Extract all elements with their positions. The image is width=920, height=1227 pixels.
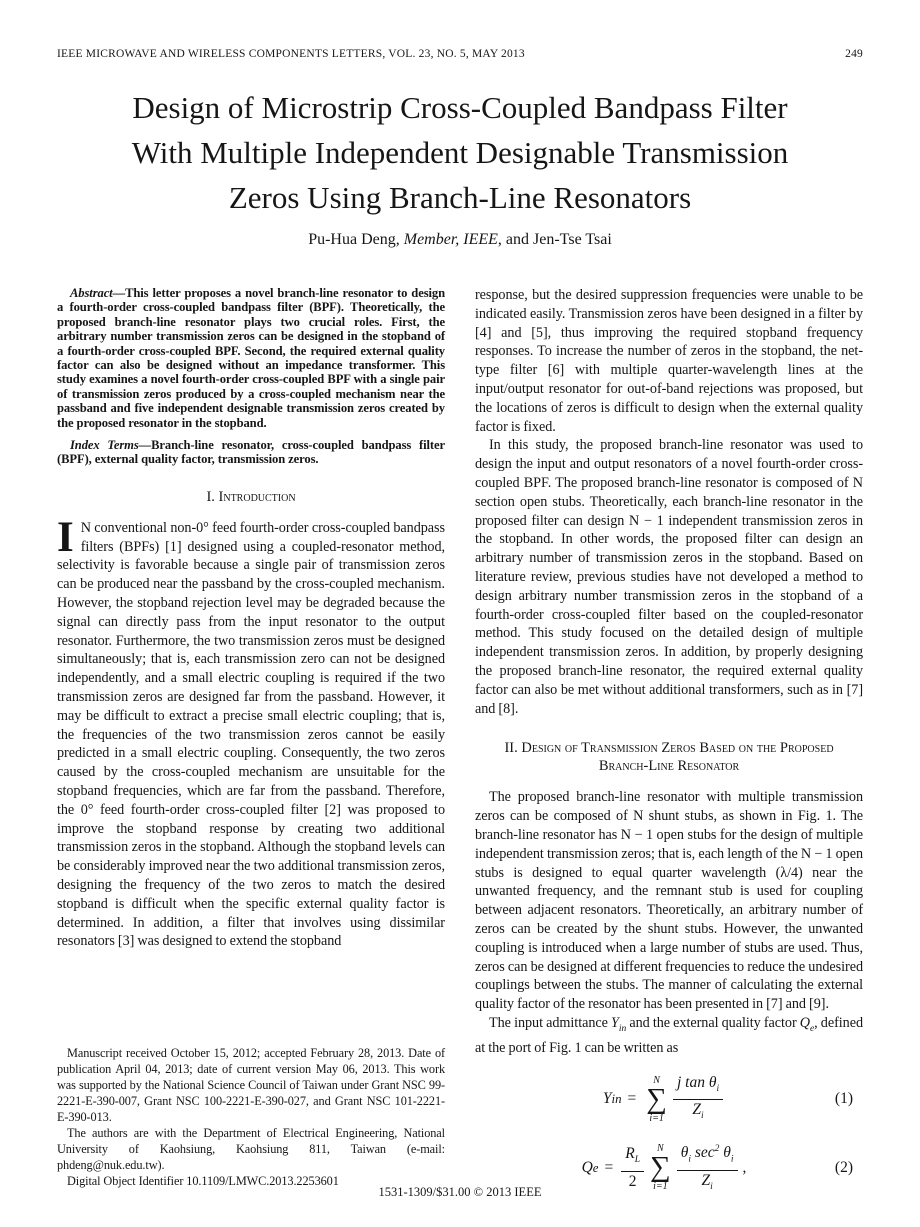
eq2-coefficient-denominator: 2 xyxy=(628,1172,637,1190)
author-separator-1: , xyxy=(395,231,404,248)
symbol-qe-subscript: e xyxy=(809,1023,815,1034)
index-terms-text: Branch-line resonator, cross-coupled bandpass filter (BPF), external quality factor, transmission zeros. xyxy=(57,438,445,467)
eq2-equals-sign: = xyxy=(604,1158,614,1176)
equation-1 xyxy=(475,1073,853,1125)
section-heading-introduction: I. Introduction xyxy=(206,488,296,505)
index-terms-paragraph xyxy=(57,438,445,467)
eq1-sum-lower-limit: i=1 xyxy=(649,1112,664,1124)
page-number: 249 xyxy=(845,48,863,60)
equation-lead-in xyxy=(475,1014,863,1057)
footnote-manuscript: Manuscript received October 15, 2012; accepted February 28, 2013. Date of publication April 04, 2013; date of current version May 06, 2013. This work was supported by the National Science Council of Taiwan under Grant NSC 99-2221-E-390-007, Grant NSC 100-2221-E-390-027, and Grant NSC 101-2221-E-390-013. xyxy=(57,1046,445,1124)
eq2-sum-lower-limit: i=1 xyxy=(653,1181,668,1193)
lead-text-1: The input admittance xyxy=(489,1014,612,1031)
eq1-equals-sign: = xyxy=(627,1090,637,1108)
author-name-1: Pu-Hua Deng xyxy=(308,231,396,248)
introduction-paragraph xyxy=(57,513,445,951)
body-paragraph-resonator: The proposed branch-line resonator with multiple transmission zeros can be composed of N shunt stubs, as shown in Fig. 1. The branch-line resonator has N − 1 open stubs for the design of multiple independent transmission zeros; that is, each length of the N − 1 open stubs is designed to equal quarter wavelength (λ/4) near the unwanted frequency, and the remnant stub is used for coupling between adjacent resonators. Theoretically, an arbitrary number of zeros can be created by the shunt stubs. However, the unwanted coupling is introduced when a large number of stubs are used. Thus, zeros can be designed at different frequencies to reduce the undesired couplings between the stubs. The manner of calculating the external quality factor of the resonator has been presented in [7] and [9]. xyxy=(475,789,863,1013)
eq1-sum-upper-limit: N xyxy=(653,1074,660,1086)
eq2-denominator: $Z_i$ xyxy=(701,1171,713,1192)
eq2-numerator: $\theta_i$ $\sec^2 \theta_i$ xyxy=(677,1141,738,1170)
symbol-yin: Y xyxy=(611,1014,619,1031)
body-paragraph-study: In this study, the proposed branch-line resonator was used to design the input and output resonators of a novel fourth-order cross-coupled BPF. The proposed branch-line resonator is composed of N section open stubs. Theoretically, each branch-line resonator in the proposed filter can design N − 1 independent transmission zeros in the stopband. In other words, the proposed filter can design an arbitrary number of transmission zeros in the stopband. Based on literature review, previous studies have not developed a method to design arbitrary number transmission zeros in the stopband of a fourth-order cross-coupled filter based on the coupled-resonator method. This study focused on the detailed design of multiple independent transmission zeros. In addition, by properly designing the proposed branch-line resonator, the required external quality factor can also be met without additional transformers, such as in [7] and [8]. xyxy=(475,437,863,717)
journal-name: IEEE MICROWAVE AND WIRELESS COMPONENTS LETTERS, VOL. 23, NO. 5, MAY 2013 xyxy=(57,48,525,60)
author-membership: Member, IEEE xyxy=(403,231,498,248)
sigma-icon: ∑ xyxy=(650,1151,671,1184)
lead-text-3: , defined at the port of Fig. 1 can be written as xyxy=(475,1014,864,1056)
eq1-lhs-subscript: in xyxy=(611,1091,622,1107)
eq1-number: (1) xyxy=(834,1090,853,1108)
sigma-icon: ∑ xyxy=(646,1082,667,1115)
first-page-footnote xyxy=(57,1040,445,1189)
index-terms-label: Index Terms— xyxy=(70,438,152,453)
eq1-numerator: j $\tan \theta_i$ xyxy=(673,1075,723,1100)
eq1-summation xyxy=(646,1075,667,1124)
eq1-lhs: Y xyxy=(602,1090,612,1108)
symbol-yin-subscript: in xyxy=(618,1023,627,1034)
footnote-doi: Digital Object Identifier 10.1109/LMWC.2013.2253601 xyxy=(67,1174,339,1188)
eq1-fraction xyxy=(673,1075,723,1124)
eq2-lhs-subscript: e xyxy=(592,1159,599,1175)
lead-text-2: and the external quality factor xyxy=(626,1014,800,1031)
author-line xyxy=(60,231,860,249)
eq2-number: (2) xyxy=(834,1158,853,1176)
author-name-2: , and Jen-Tse Tsai xyxy=(497,231,612,248)
paper-title-line-2: With Multiple Independent Designable Transmission xyxy=(131,135,789,170)
eq2-coefficient-fraction xyxy=(621,1146,644,1189)
abstract-paragraph xyxy=(57,286,445,430)
eq2-lhs: Q xyxy=(581,1158,593,1176)
eq2-punctuation: , xyxy=(742,1158,747,1176)
eq1-denominator: $Z_i$ xyxy=(692,1100,704,1121)
paper-title xyxy=(40,85,880,220)
right-column xyxy=(475,286,863,1201)
abstract-text: This letter proposes a novel branch-line resonator to design a fourth-order cross-coupled bandpass filter (BPF). Theoretically, the proposed branch-line resonator plays two crucial roles. First, the arbitrary number transmission zeros can be designed in the stopband of a fourth-order cross-coupled BPF. Second, the required external quality factor can also be designed without an impedance transformer. This study examines a novel fourth-order cross-coupled BPF with a single pair of transmission zeros produced by a cross-coupled mechanism near the passband and five independent designable transmission zeros created by the proposed resonator in the stopband. xyxy=(57,286,445,430)
body-paragraph-continuation: response, but the desired suppression frequencies were unable to be indicated easily. Transmission zeros have been designed in a filter by [4] and [5], thus improving the required stopband frequency responses. To increase the number of zeros in the stopband, the net-type filter [6] with multiple quarter-wavelength lines at the input/output resonator for out-of-band rejections was proposed, but the locations of zeros is difficult to design when the external quality factor is fixed. xyxy=(475,287,863,435)
eq2-sum-upper-limit: N xyxy=(657,1143,664,1155)
section-heading-design: II. Design of Transmission Zeros Based on the Proposed Branch-Line Resonator xyxy=(504,740,834,775)
footnote-affiliation: The authors are with the Department of Electrical Engineering, National University of Kaohsiung, Kaohsiung 811, Taiwan (e-mail: phdeng@nuk.edu.tw). xyxy=(57,1126,445,1172)
symbol-qe: Q xyxy=(799,1014,810,1031)
eq2-coefficient-numerator: $R_L$ xyxy=(621,1146,644,1171)
introduction-text: N conventional non-0° feed fourth-order cross-coupled bandpass filters (BPFs) [1] designed using a coupled-resonator method, selectivity is favorable because a single pair of transmission zeros can be produced near the passband by the cross-coupled mechanism. However, the stopband rejection level may be degraded because the signal can directly pass from the input resonator to the output resonator. Furthermore, the two transmission zeros must be designed simultaneously; that is, each transmission zero can not be designed independently, and a small electric coupling is required if the two transmission zeros are designed far from the passband. However, it may be difficult to extract a precise small electric coupling; that is, the frequencies of the two transmission zeros cannot be easily predicted in a small electric coupling. Consequently, the two zeros caused by the cross-coupled mechanism are unsuitable for the stopband frequencies, which are far from the passband. Therefore, the 0° feed fourth-order cross-coupled filter [2] was proposed to improve the stopband response by creating two additional transmission zeros in the stopband. Although the stopband levels can be considerably improved near the two additional transmission zeros, designing the frequency of the two zeros to match the desired stopband is difficult when the specific external quality factor is determined. In addition, a filter that involves using dissimilar resonators [3] was designed to extend the stopband xyxy=(57,519,445,950)
running-head xyxy=(57,48,863,60)
copyright-line: 1531-1309/$31.00 © 2013 IEEE xyxy=(378,1185,542,1199)
abstract-label: Abstract— xyxy=(70,286,126,300)
left-column xyxy=(57,286,445,951)
paper-title-line-1: Design of Microstrip Cross-Coupled Bandpass Filter xyxy=(132,90,788,125)
drop-cap: I xyxy=(57,513,74,561)
paper-title-line-3: Zeros Using Branch-Line Resonators xyxy=(228,180,692,215)
